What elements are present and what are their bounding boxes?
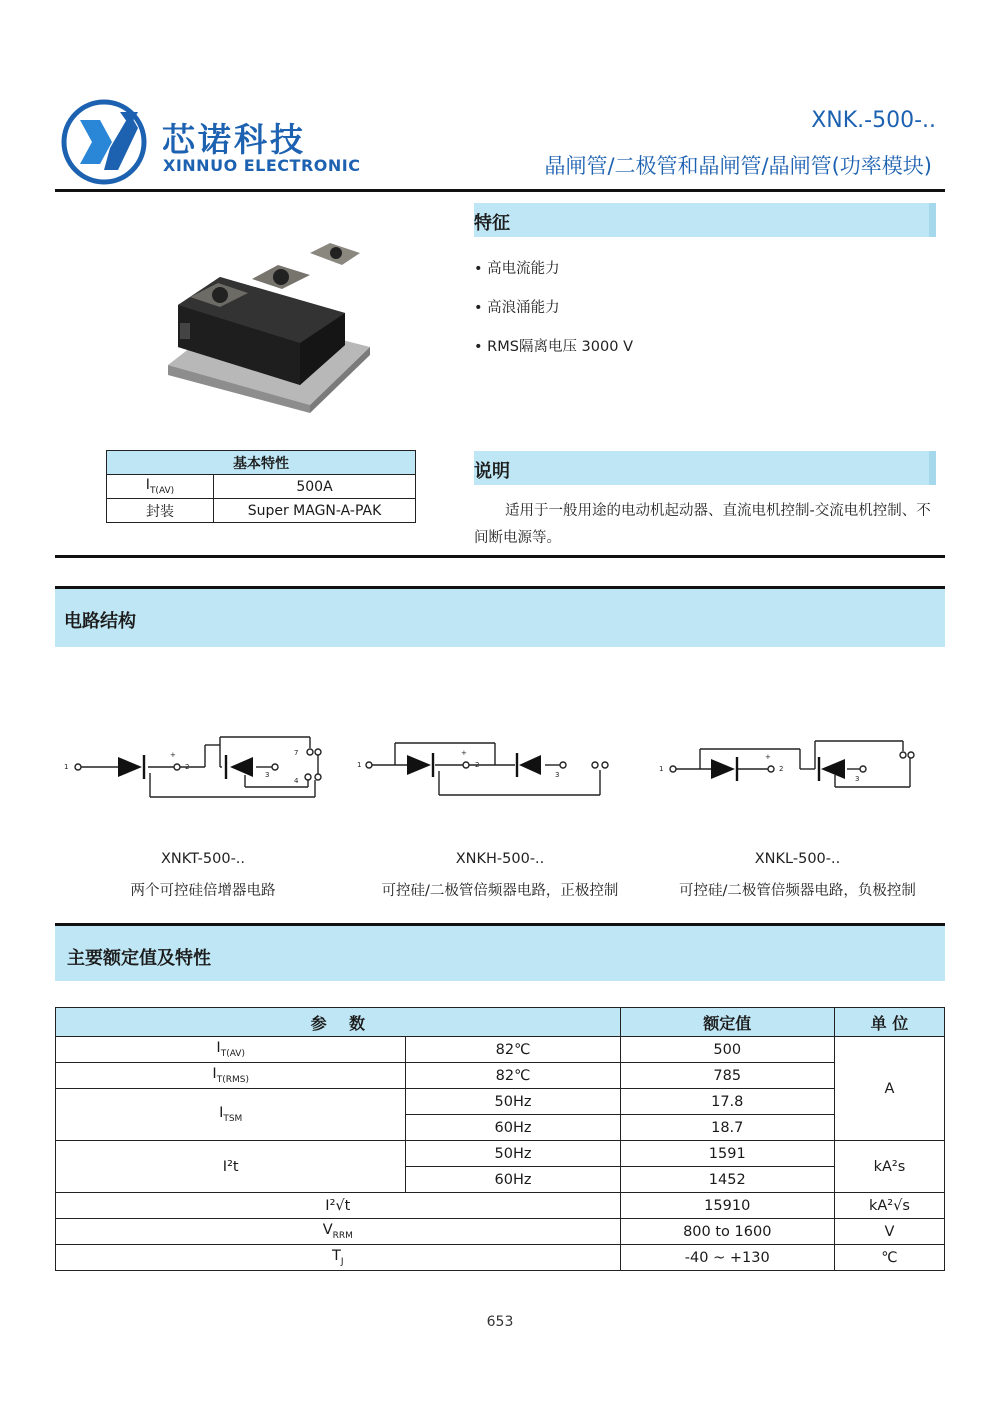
svg-text:3: 3: [265, 771, 270, 779]
circuit-caption-desc: 两个可控硅倍增器电路: [130, 883, 276, 899]
header-divider: [55, 189, 945, 192]
description-heading-bar: [474, 451, 936, 485]
svg-text:+: +: [170, 751, 176, 759]
table-row: [56, 1063, 945, 1089]
logo-english-name: XINNUO ELECTRONIC: [163, 156, 361, 175]
document-subtitle: 晶闸管/二极管和晶闸管/晶闸管(功率模块): [544, 154, 932, 178]
table-row: [56, 1141, 945, 1167]
ratings-table: [55, 1007, 945, 1271]
unit-cell: A: [834, 1037, 944, 1141]
value-cell: 1452: [620, 1167, 834, 1193]
header-rated-value: 额定值: [620, 1008, 834, 1037]
condition-cell: 50Hz: [406, 1141, 620, 1167]
logo-chinese-name: 芯诺科技: [162, 120, 306, 159]
circuit-diagram-xnkh: [355, 725, 625, 805]
circuit-caption-name: XNKH-500-..: [455, 851, 545, 867]
svg-text:3: 3: [555, 771, 560, 779]
circuit-caption-desc: 可控硅/二极管倍频器电路，正极控制: [381, 883, 619, 899]
features-title: 特征: [474, 213, 510, 234]
feature-item: • 高电流能力: [474, 261, 560, 277]
value-cell: 1591: [620, 1141, 834, 1167]
circuit-section-heading: [55, 586, 945, 647]
svg-text:3: 3: [855, 775, 860, 783]
param-cell: $V_{RRM}$: [56, 1219, 621, 1245]
basic-value-cell: Super MAGN-A-PAK: [214, 499, 416, 523]
model-number: XNK.-500-..: [811, 108, 936, 133]
condition-cell: 60Hz: [406, 1115, 620, 1141]
param-cell: $I_{T(AV)}$: [56, 1037, 406, 1063]
table-row: [56, 1193, 945, 1219]
condition-cell: 82℃: [406, 1037, 620, 1063]
company-logo: [60, 98, 148, 186]
param-cell: $T_J$: [56, 1245, 621, 1271]
param-cell: $I_{TSM}$: [56, 1089, 406, 1141]
unit-cell: ℃: [834, 1245, 944, 1271]
basic-characteristics-table: [106, 450, 416, 523]
circuit-diagram-xnkl: [655, 725, 935, 805]
condition-cell: 50Hz: [406, 1089, 620, 1115]
svg-text:1: 1: [659, 765, 664, 773]
basic-param-cell: 封装: [107, 499, 214, 523]
table-row: [56, 1245, 945, 1271]
ratings-section-heading: [55, 923, 945, 981]
param-cell: I²t: [56, 1141, 406, 1193]
basic-value-cell: 500A: [214, 475, 416, 499]
table-row: [56, 1089, 945, 1115]
svg-text:4: 4: [294, 777, 299, 785]
top-section-divider: [55, 555, 945, 558]
unit-cell: kA²√s: [834, 1193, 944, 1219]
svg-text:2: 2: [779, 765, 784, 773]
value-cell: 17.8: [620, 1089, 834, 1115]
value-cell: 18.7: [620, 1115, 834, 1141]
basic-table-title: 基本特性: [107, 451, 416, 475]
value-cell: -40 ~ +130: [620, 1245, 834, 1271]
value-cell: 500: [620, 1037, 834, 1063]
svg-text:7: 7: [294, 749, 299, 757]
unit-cell: V: [834, 1219, 944, 1245]
param-cell: $I_{T(RMS)}$: [56, 1063, 406, 1089]
circuit-section-title: 电路结构: [64, 611, 136, 632]
header-parameter: 参 数: [56, 1008, 621, 1037]
svg-text:1: 1: [64, 763, 69, 771]
feature-item: • RMS隔离电压 3000 V: [474, 339, 633, 355]
circuit-caption-name: XNKT-500-..: [160, 851, 246, 867]
table-row: [56, 1037, 945, 1063]
table-row: [56, 1219, 945, 1245]
value-cell: 800 to 1600: [620, 1219, 834, 1245]
condition-cell: 60Hz: [406, 1167, 620, 1193]
svg-text:2: 2: [475, 761, 480, 769]
ratings-section-title: 主要额定值及特性: [67, 948, 211, 969]
svg-text:+: +: [461, 749, 467, 757]
circuit-diagram-xnkt: [60, 725, 340, 805]
product-module-image: [160, 235, 375, 413]
param-cell: I²√t: [56, 1193, 621, 1219]
feature-item: • 高浪涌能力: [474, 300, 560, 316]
condition-cell: 82℃: [406, 1063, 620, 1089]
unit-cell: kA²s: [834, 1141, 944, 1193]
value-cell: 785: [620, 1063, 834, 1089]
features-heading-bar: [474, 203, 936, 237]
svg-text:1: 1: [357, 761, 362, 769]
header-unit: 单 位: [834, 1008, 944, 1037]
description-text: 适用于一般用途的电动机起动器、直流电机控制-交流电机控制、不间断电源等。: [474, 503, 931, 546]
circuit-caption-desc: 可控硅/二极管倍频器电路，负极控制: [679, 883, 916, 899]
circuit-caption-name: XNKL-500-..: [754, 851, 841, 867]
description-title: 说明: [474, 461, 510, 482]
basic-param-cell: $I_{T(AV)}$: [107, 475, 214, 499]
svg-text:2: 2: [185, 763, 190, 771]
svg-text:+: +: [765, 753, 771, 761]
page-number: 653: [486, 1314, 514, 1330]
value-cell: 15910: [620, 1193, 834, 1219]
